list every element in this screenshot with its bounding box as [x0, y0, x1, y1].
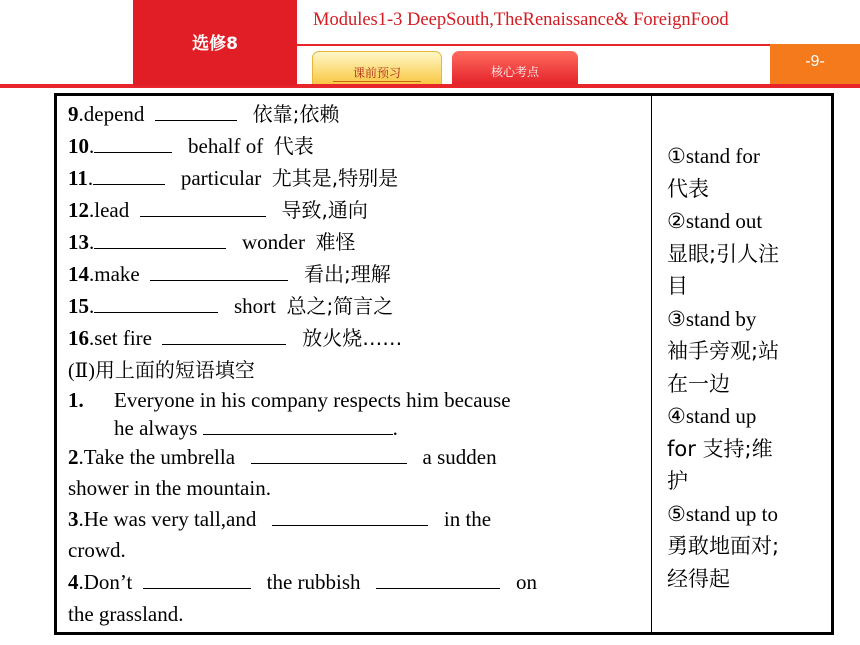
- stand-phrases-column: [667, 140, 817, 595]
- book-label-block: [133, 0, 297, 86]
- phrase-row: [68, 162, 648, 194]
- answer-blank[interactable]: [94, 132, 172, 153]
- answer-blank[interactable]: [94, 228, 226, 249]
- sentence-line: [68, 504, 648, 535]
- phrase-number: 13: [68, 230, 89, 254]
- sentence-text: .Take the umbrella: [78, 445, 236, 469]
- sentence-line: [68, 442, 648, 473]
- stand-phrase-english: ③stand by: [667, 306, 757, 331]
- answer-blank[interactable]: [94, 292, 218, 313]
- sentence-text: Everyone in his company respects him because: [114, 388, 511, 412]
- book-label: 选修8: [192, 33, 238, 54]
- answer-blank[interactable]: [272, 505, 428, 526]
- phrase-row: [68, 290, 648, 322]
- phrase-text: behalf of: [188, 134, 264, 158]
- sentence-text: .Don’t: [78, 570, 133, 594]
- phrase-text: .: [87, 166, 94, 190]
- stand-phrase: [667, 498, 817, 596]
- section-heading-text: (Ⅱ)用上面的短语填空: [68, 360, 255, 382]
- sentence-text: on: [516, 570, 538, 594]
- phrase-meaning: 导致,通向: [281, 198, 368, 222]
- phrase-row: [68, 258, 648, 290]
- phrase-text: particular: [180, 166, 262, 190]
- phrase-text: .make: [89, 262, 140, 286]
- tab-preview-label: 课前预习: [352, 66, 401, 80]
- answer-blank[interactable]: [143, 568, 251, 589]
- sentence-text: .He was very tall,and: [78, 507, 257, 531]
- column-divider: [651, 96, 652, 632]
- sentence-number: 4: [68, 570, 79, 594]
- sentence-1: [68, 386, 648, 442]
- tab-preview[interactable]: [312, 51, 442, 84]
- phrase-number: 16: [68, 326, 89, 350]
- sentence-text: a sudden: [422, 445, 497, 469]
- phrase-number: 11: [68, 166, 88, 190]
- answer-blank[interactable]: [150, 260, 288, 281]
- phrase-meaning: 代表: [273, 134, 314, 158]
- sentence-text: the grassland.: [68, 602, 184, 626]
- phrase-meaning: 难怪: [315, 230, 356, 254]
- answer-blank[interactable]: [376, 568, 500, 589]
- stand-phrase: [667, 303, 817, 401]
- phrase-text: .set fire: [89, 326, 152, 350]
- phrase-row: [68, 194, 648, 226]
- sentence-text: .: [392, 416, 398, 440]
- phrase-number: 14: [68, 262, 89, 286]
- tab-active-underline: [333, 81, 421, 82]
- stand-phrase-english: ②stand out: [667, 209, 763, 233]
- stand-phrase: [667, 205, 817, 303]
- answer-blank[interactable]: [203, 420, 393, 435]
- phrase-number: 12: [68, 198, 89, 222]
- phrase-text: .: [89, 294, 95, 318]
- answer-blank[interactable]: [251, 443, 407, 464]
- stand-phrase-meaning: for 支持;维: [667, 436, 773, 461]
- phrase-number: 10: [68, 134, 89, 158]
- phrase-text: .: [89, 134, 95, 158]
- stand-phrase: [667, 140, 817, 205]
- header-bottom-line: [0, 84, 860, 88]
- page-number: -9-: [805, 53, 825, 70]
- phrase-row: [68, 98, 648, 130]
- sentence-text: crowd.: [68, 538, 126, 562]
- phrase-number: 15: [68, 294, 89, 318]
- sentence-line: [68, 386, 648, 415]
- sentence-number: 1.: [68, 388, 84, 412]
- sentence-line: [68, 566, 648, 599]
- phrase-row: [68, 226, 648, 258]
- stand-phrase-english: ④stand up: [667, 404, 757, 428]
- tab-key-points[interactable]: [452, 51, 578, 84]
- stand-phrase-meaning: 代表: [667, 176, 709, 201]
- sentence-text: in the: [443, 507, 492, 531]
- sentence-text: he always: [114, 416, 198, 440]
- answer-blank[interactable]: [162, 324, 286, 345]
- stand-phrase-english: ⑤stand up to: [667, 501, 778, 526]
- sentence-text: shower in the mountain.: [68, 476, 271, 500]
- sentence-text: the rubbish: [266, 570, 361, 594]
- phrase-number: 9: [68, 102, 79, 126]
- stand-phrase-meaning: 显眼;引人注: [667, 241, 780, 266]
- stand-phrase-english: ①stand for: [667, 144, 760, 168]
- phrase-text: .: [89, 230, 95, 254]
- answer-blank[interactable]: [93, 164, 165, 185]
- stand-phrase-meaning: 护: [667, 469, 688, 493]
- phrase-text: short: [234, 294, 276, 318]
- sentence-line: [68, 415, 648, 442]
- module-title: Modules1-3 DeepSouth,TheRenaissance& ForeignFood: [313, 10, 729, 30]
- section-heading: [68, 354, 648, 386]
- phrase-meaning: 依靠;依赖: [252, 102, 340, 126]
- stand-phrase-meaning: 目: [667, 274, 688, 298]
- answer-blank[interactable]: [155, 100, 237, 121]
- exercise-column: [68, 98, 648, 630]
- phrase-row: [68, 322, 648, 354]
- stand-phrase: [667, 400, 817, 498]
- answer-blank[interactable]: [140, 196, 266, 217]
- sentence-number: 2: [68, 445, 79, 469]
- sentence-line: [68, 473, 648, 504]
- phrase-text: .lead: [89, 198, 130, 222]
- stand-phrase-meaning: 袖手旁观;站: [667, 339, 780, 363]
- phrase-meaning: 尤其是,特别是: [271, 166, 399, 190]
- sentence-line: [68, 535, 648, 566]
- phrase-row: [68, 130, 648, 162]
- sentence-line: [68, 599, 648, 630]
- sentence-number: 3: [68, 507, 79, 531]
- tab-key-points-label: 核心考点: [490, 65, 539, 79]
- phrase-meaning: 看出;理解: [303, 262, 391, 286]
- phrase-text: .depend: [78, 102, 145, 126]
- phrase-meaning: 总之;简言之: [286, 294, 394, 318]
- stand-phrase-meaning: 勇敢地面对;: [667, 534, 780, 558]
- stand-phrase-meaning: 经得起: [667, 566, 730, 591]
- phrase-text: wonder: [242, 230, 305, 254]
- phrase-meaning: 放火烧……: [302, 326, 403, 350]
- stand-phrase-meaning: 在一边: [667, 371, 730, 396]
